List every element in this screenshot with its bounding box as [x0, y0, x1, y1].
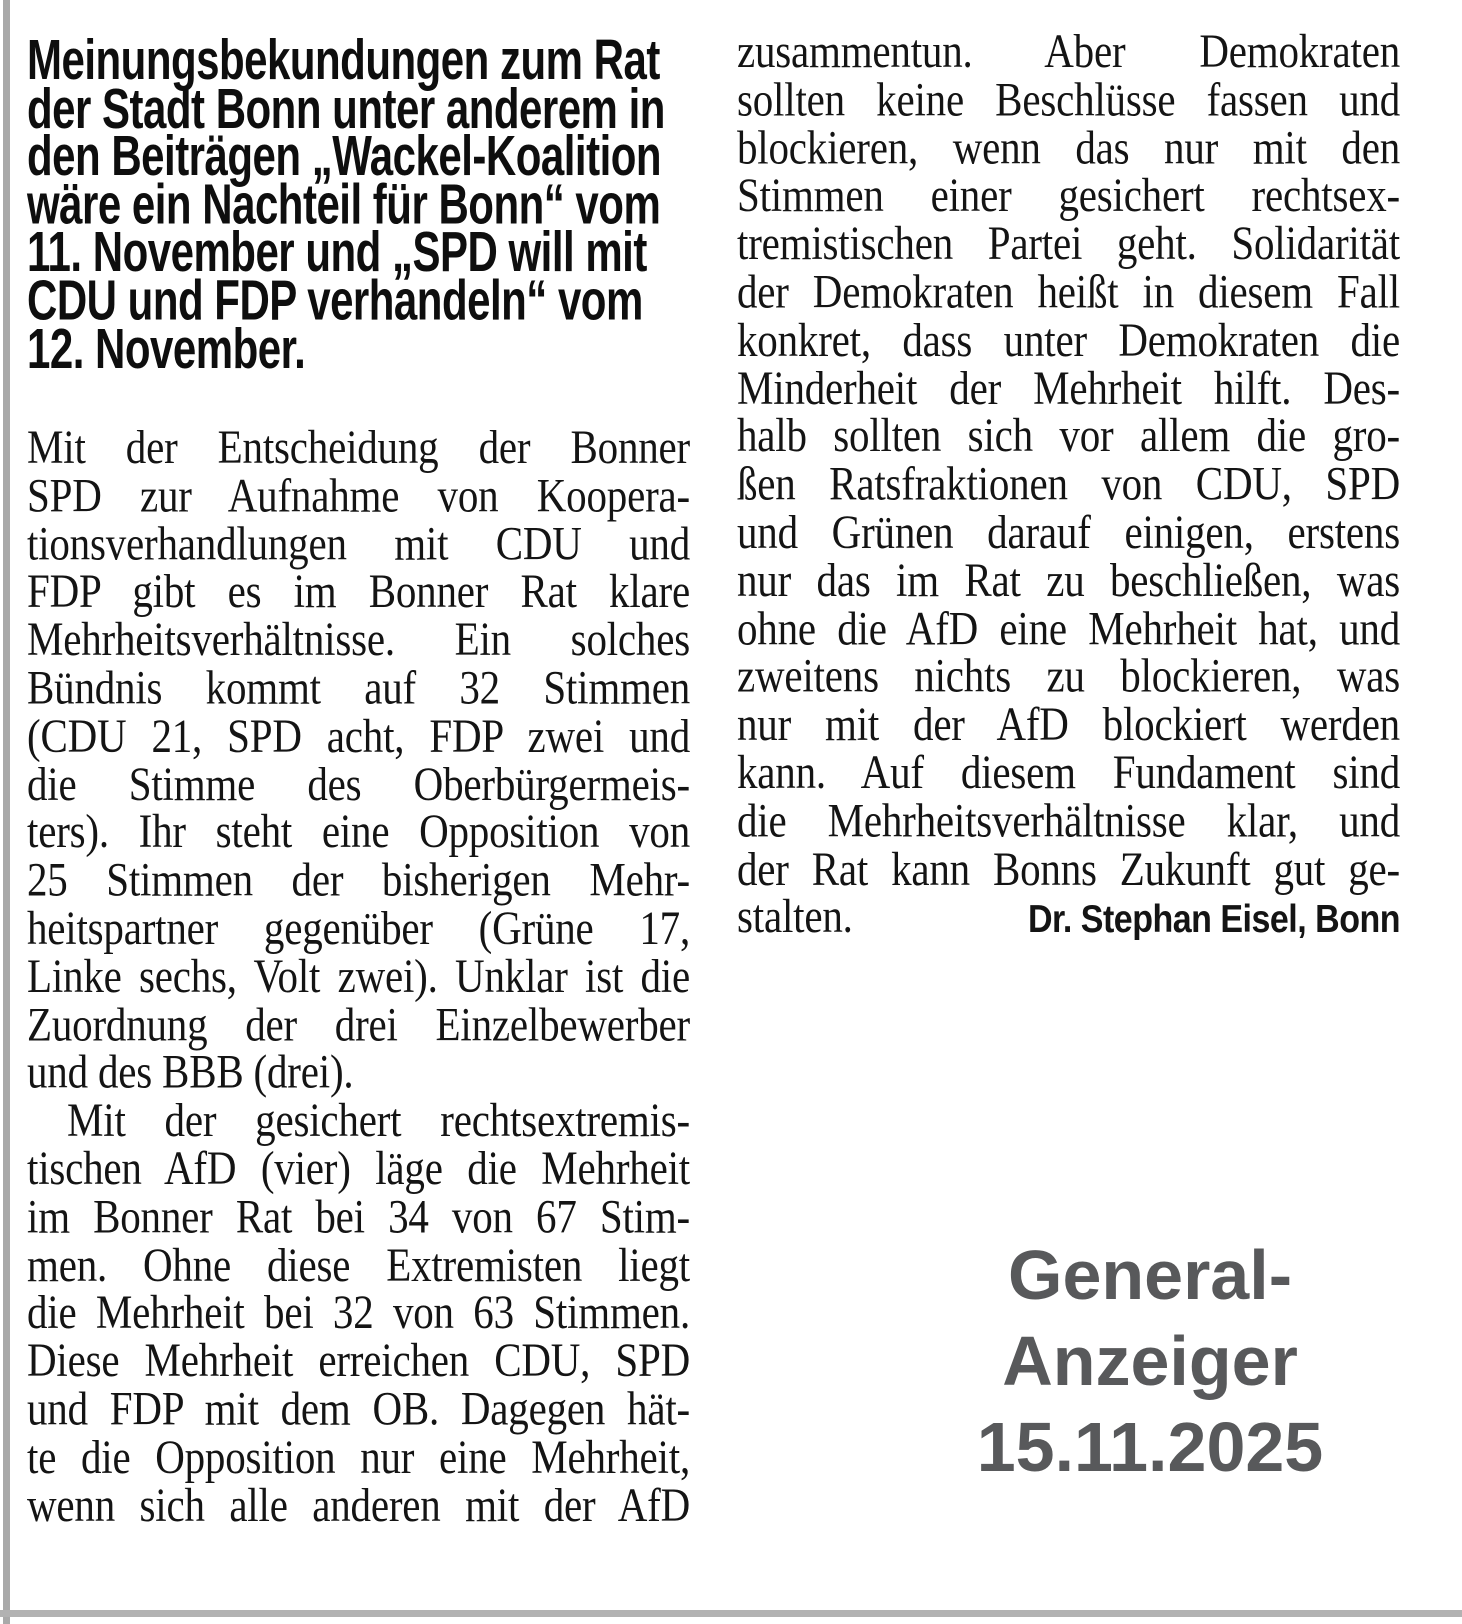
text-line: und Grünen darauf einigen, erstens — [737, 505, 1400, 559]
text-line: heitspartner gegenüber (Grüne 17, — [27, 901, 690, 955]
text-line: der Stadt Bonn unter anderem in — [27, 75, 665, 140]
text-line: te die Opposition nur eine Mehrheit, — [27, 1429, 690, 1483]
closing-word: stalten. — [737, 889, 853, 943]
text-line: Meinungsbekundungen zum Rat — [27, 27, 660, 92]
text-line: halb sollten sich vor allem die gro- — [737, 409, 1400, 462]
text-line: tischen AfD (vier) läge die Mehrheit — [27, 1141, 690, 1195]
text-line: Zuordnung der drei Einzelbewerber — [27, 997, 690, 1051]
bottom-page-border — [0, 1610, 1462, 1617]
text-line: Bündnis kommt auf 32 Stimmen — [27, 660, 690, 714]
left-column — [27, 420, 690, 1531]
source-stamp — [900, 1232, 1400, 1490]
source-line: Anzeiger — [1002, 1322, 1298, 1400]
text-line: der Demokraten heißt in diesem Fall — [737, 264, 1400, 318]
text-line: CDU und FDP verhandeln“ vom — [27, 268, 643, 332]
text-line: 12. November. — [27, 316, 306, 380]
text-line: Minderheit der Mehrheit hilft. Des- — [737, 361, 1400, 414]
article-intro — [27, 27, 672, 380]
text-line: Diese Mehrheit erreichen CDU, SPD — [27, 1333, 690, 1387]
text-line: kann. Auf diesem Fundament sind — [737, 745, 1400, 799]
text-line: nur mit der AfD blockiert werden — [737, 697, 1400, 751]
text-line: konkret, dass unter Demokraten die — [737, 312, 1400, 366]
text-line: 25 Stimmen der bisherigen Mehr- — [27, 853, 690, 907]
text-line: Linke sechs, Volt zwei). Unklar ist die — [27, 949, 690, 1003]
text-line: die Stimme des Oberbürgermeis- — [27, 757, 690, 810]
text-line: zusammentun. Aber Demokraten — [737, 24, 1400, 78]
text-line: blockieren, wenn das nur mit den — [737, 120, 1400, 174]
text-line: Mit der gesichert rechtsextremis- — [67, 1093, 690, 1147]
text-line: und des BBB (drei). — [27, 1045, 354, 1099]
text-line: Mit der Entscheidung der Bonner — [27, 420, 690, 474]
text-line: und FDP mit dem OB. Dagegen hät- — [27, 1381, 690, 1435]
text-line: ßen Ratsfraktionen von CDU, SPD — [737, 457, 1400, 511]
text-line: SPD zur Aufnahme von Koopera- — [27, 468, 690, 522]
text-line: (CDU 21, SPD acht, FDP zwei und — [27, 708, 690, 762]
text-line: tionsverhandlungen mit CDU und — [27, 516, 690, 570]
text-line: wäre ein Nachteil für Bonn“ vom — [27, 172, 661, 236]
source-line: General- — [1008, 1236, 1292, 1314]
text-line: nur das im Rat zu beschließen, was — [737, 553, 1400, 607]
text-line: ohne die AfD eine Mehrheit hat, und — [737, 601, 1400, 655]
text-line: den Beiträgen „Wackel-Koalition — [27, 124, 662, 188]
text-line: ters). Ihr steht eine Opposition von — [27, 805, 690, 858]
text-line: im Bonner Rat bei 34 von 67 Stim- — [27, 1189, 690, 1243]
right-column — [737, 24, 1400, 945]
text-line: tremistischen Partei geht. Solidarität — [737, 216, 1400, 270]
signature: Dr. Stephan Eisel, Bonn — [1027, 897, 1400, 942]
left-page-border — [3, 0, 10, 1624]
closing-line — [737, 889, 1400, 945]
text-line: wenn sich alle anderen mit der AfD — [27, 1478, 690, 1531]
text-line: der Rat kann Bonns Zukunft gut ge- — [737, 841, 1400, 895]
text-line: 11. November und „SPD will mit — [27, 220, 647, 284]
text-line: zweitens nichts zu blockieren, was — [737, 649, 1400, 703]
text-line: Mehrheitsverhältnisse. Ein solches — [27, 612, 690, 666]
text-line: die Mehrheitsverhältnisse klar, und — [737, 793, 1400, 847]
text-line: sollten keine Beschlüsse fassen und — [737, 72, 1400, 126]
source-line: 15.11.2025 — [976, 1408, 1324, 1486]
text-line: men. Ohne diese Extremisten liegt — [27, 1237, 690, 1291]
text-line: Stimmen einer gesichert rechtsex- — [737, 168, 1400, 222]
text-line: die Mehrheit bei 32 von 63 Stimmen. — [27, 1285, 690, 1339]
text-line: FDP gibt es im Bonner Rat klare — [27, 564, 690, 618]
